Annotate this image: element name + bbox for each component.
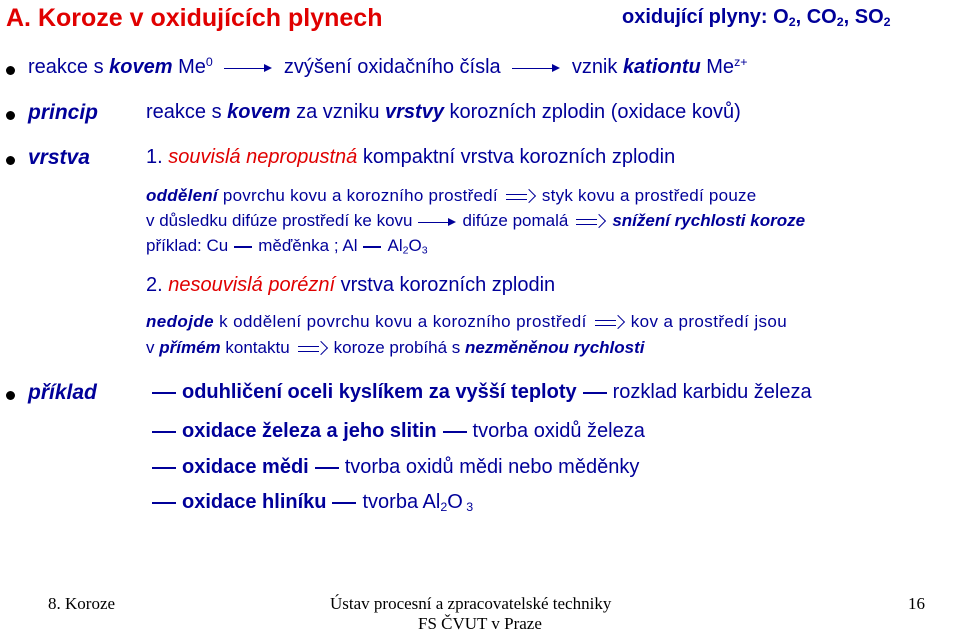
long-arrow-icon (418, 215, 456, 229)
dash-icon (583, 392, 607, 394)
dash-icon (332, 502, 356, 504)
dash-icon (152, 502, 176, 504)
so2-label: , SO (843, 6, 884, 28)
kov-word: kovem (109, 56, 173, 78)
implies-icon (576, 215, 604, 229)
layer-2-heading: 2. nesouvislá porézní vrstva korozních zplodin (146, 274, 556, 296)
layer-2-p1: nedojde k oddělení povrchu kovu a korozního prostředí kov a prostředí jsou (146, 312, 788, 331)
kation-word: kationtu (622, 56, 701, 78)
co2-label: , CO (795, 6, 837, 28)
label-vrstva: vrstva (28, 146, 90, 169)
implies-icon (595, 316, 623, 330)
page-title: A. Koroze v oxidujících plynech (6, 4, 383, 32)
princip-text: reakce s kovem za vzniku vrstvy korozních zplodin (oxidace kovů) (146, 101, 741, 123)
example-1: oduhličení oceli kyslíkem za vyšší teploty rozklad karbidu železa (146, 381, 812, 404)
bullet-1 (6, 66, 15, 75)
dash-icon (152, 431, 176, 433)
reaction-line: reakce s kovem Me$^0$ zvýšení oxidačního čísla vznik kationtu $Me^{z+}$ (28, 55, 748, 78)
layer-1-p2: v důsledku difúze prostředí ke kovu difúze pomalá snížení rychlosti koroze (146, 211, 806, 230)
dash-icon (152, 392, 176, 394)
footer-faculty: FS ČVUT v Praze (418, 614, 542, 633)
long-arrow-icon (224, 61, 272, 75)
footer-chapter: 8. Koroze (48, 594, 116, 613)
footer-institute: Ústav procesní a zpracovatelské techniky (330, 594, 612, 613)
dash-icon (363, 246, 381, 248)
implies-icon (298, 342, 326, 356)
label-princip: princip (28, 101, 99, 124)
so2-sub: 2 (883, 15, 891, 30)
example-3: oxidace mědi tvorba oxidů mědi nebo měděnky (146, 456, 639, 479)
co2-sub: 2 (836, 15, 844, 30)
gases-label: oxidující plyny: O (622, 6, 789, 28)
oxidizing-gases-note (622, 6, 891, 29)
implies-icon (506, 190, 534, 204)
layer-1-p1: oddělení povrchu kovu a korozního prostředí styk kovu a prostředí pouze (146, 186, 757, 205)
layer-1-heading: 1. souvislá nepropustná kompaktní vrstva korozních zplodin (146, 146, 676, 168)
label-priklad: příklad (28, 381, 97, 404)
bullet-4 (6, 391, 15, 400)
bullet-3 (6, 156, 15, 165)
example-2: oxidace železa a jeho slitin tvorba oxidů železa (146, 420, 645, 443)
dash-icon (315, 467, 339, 469)
dash-icon (234, 246, 252, 248)
layer-1-p3: příklad: Cu měďěnka ; Al $Al_2O_3$ (146, 236, 428, 257)
example-4: oxidace hliníku tvorba $Al_2O$ $_3$ (146, 491, 473, 514)
page-number: 16 (908, 594, 925, 613)
dash-icon (443, 431, 467, 433)
dash-icon (152, 467, 176, 469)
long-arrow-icon (512, 61, 560, 75)
layer-2-p2: v přímém kontaktu koroze probíhá s nezměněnou rychlosti (146, 338, 645, 357)
bullet-2 (6, 111, 15, 120)
o2-sub: 2 (788, 15, 796, 30)
